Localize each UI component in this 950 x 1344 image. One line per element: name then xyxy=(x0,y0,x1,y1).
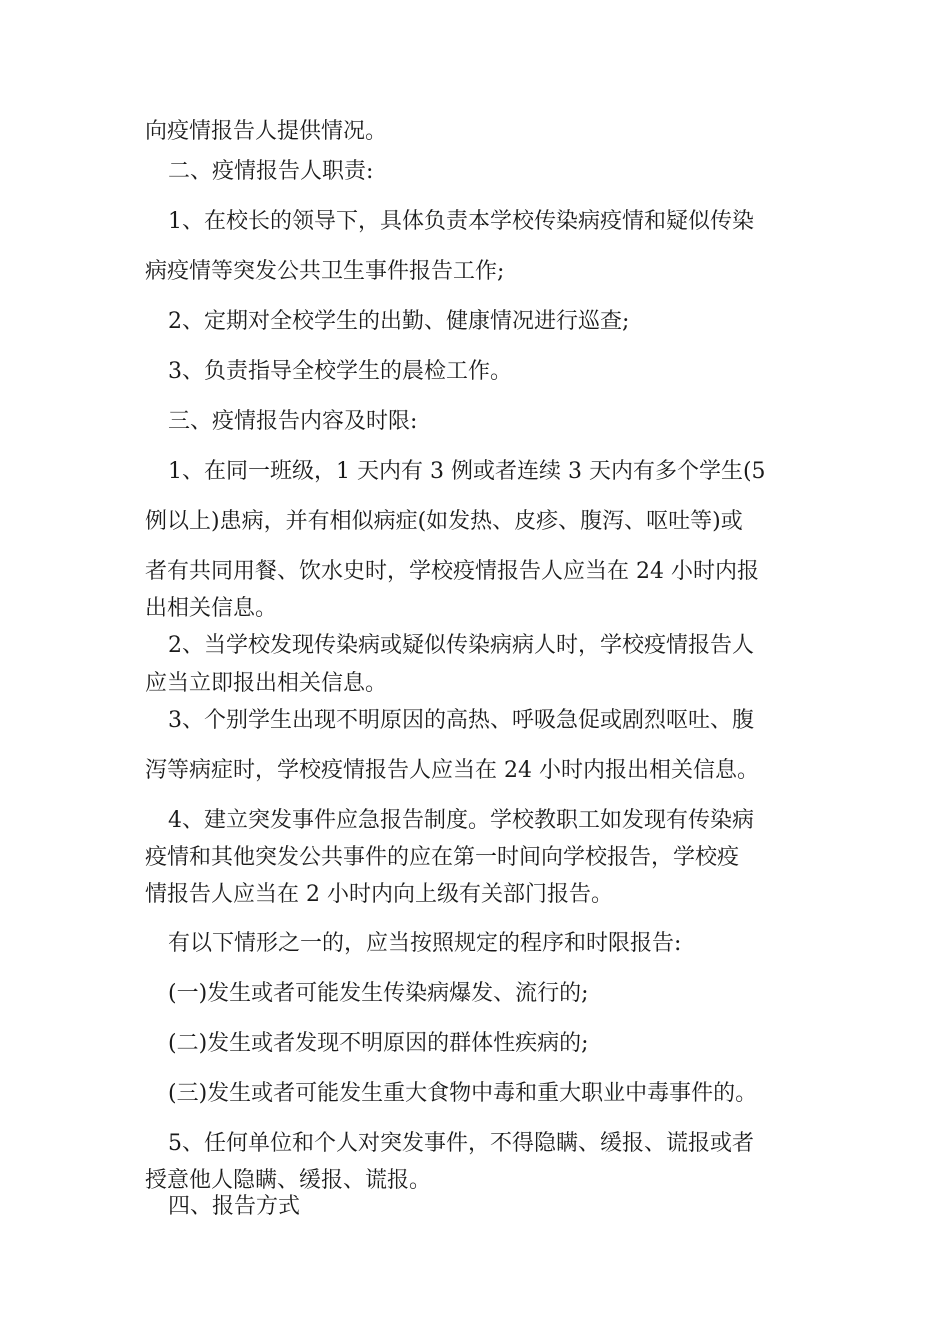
list-item: (二)发生或者发现不明原因的群体性疾病的; xyxy=(168,1031,589,1056)
text-line: 病疫情等突发公共卫生事件报告工作; xyxy=(145,259,505,284)
section-heading-4: 四、报告方式 xyxy=(168,1194,301,1219)
section-heading-2: 二、疫情报告人职责: xyxy=(168,159,374,184)
text-line: 例以上)患病，并有相似病症(如发热、皮疹、腹泻、呕吐等)或 xyxy=(145,509,743,534)
text-line: 泻等病症时，学校疫情报告人应当在 24 小时内报出相关信息。 xyxy=(145,758,759,783)
text-line: 3、负责指导全校学生的晨检工作。 xyxy=(168,359,512,384)
text-line: 5、任何单位和个人对突发事件，不得隐瞒、缓报、谎报或者 xyxy=(168,1131,754,1156)
text-line: 授意他人隐瞒、缓报、谎报。 xyxy=(145,1168,432,1193)
section-heading-3: 三、疫情报告内容及时限: xyxy=(168,409,418,434)
text-line: 者有共同用餐、饮水史时，学校疫情报告人应当在 24 小时内报 xyxy=(145,559,759,584)
text-line: 1、在同一班级，1 天内有 3 例或者连续 3 天内有多个学生(5 xyxy=(168,459,766,484)
text-line: 应当立即报出相关信息。 xyxy=(145,671,388,696)
text-line: 出相关信息。 xyxy=(145,596,278,621)
text-line: 1、在校长的领导下，具体负责本学校传染病疫情和疑似传染 xyxy=(168,209,754,234)
text-line: 疫情和其他突发公共事件的应在第一时间向学校报告，学校疫 xyxy=(145,845,740,870)
text-line: 情报告人应当在 2 小时内向上级有关部门报告。 xyxy=(145,882,613,907)
text-line: 向疫情报告人提供情况。 xyxy=(145,119,388,144)
list-item: (一)发生或者可能发生传染病爆发、流行的; xyxy=(168,981,589,1006)
list-item: (三)发生或者可能发生重大食物中毒和重大职业中毒事件的。 xyxy=(168,1081,758,1106)
text-line: 有以下情形之一的，应当按照规定的程序和时限报告: xyxy=(168,931,682,956)
text-line: 3、个别学生出现不明原因的高热、呼吸急促或剧烈呕吐、腹 xyxy=(168,708,754,733)
text-line: 2、当学校发现传染病或疑似传染病病人时，学校疫情报告人 xyxy=(168,633,754,658)
text-line: 2、定期对全校学生的出勤、健康情况进行巡查; xyxy=(168,309,630,334)
text-line: 4、建立突发事件应急报告制度。学校教职工如发现有传染病 xyxy=(168,808,754,833)
